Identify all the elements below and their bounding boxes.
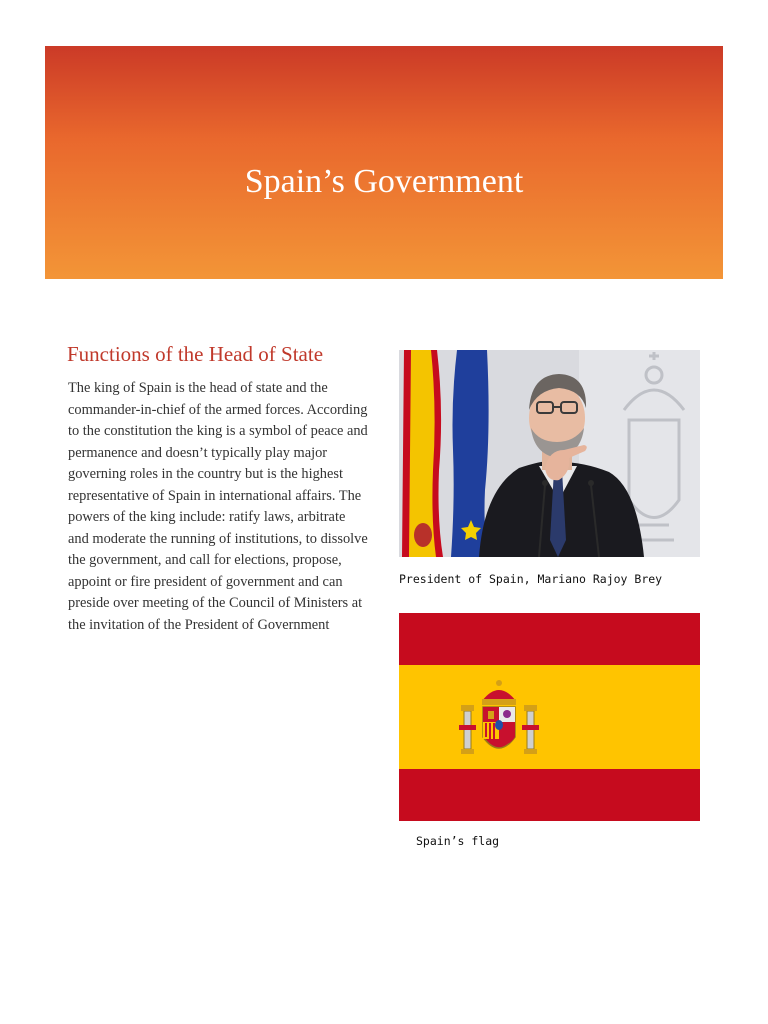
photo-caption: President of Spain, Mariano Rajoy Brey xyxy=(399,572,663,586)
flag-eu-pole xyxy=(451,350,489,557)
flag-stripe-middle xyxy=(399,665,700,769)
flag-spain-pole xyxy=(399,350,443,557)
president-photo xyxy=(399,350,700,557)
spain-flag-image xyxy=(399,613,700,821)
page-title: Spain’s Government xyxy=(244,163,524,200)
title-banner xyxy=(45,46,723,279)
body-paragraph: The king of Spain is the head of state and the commander-in-chief of the armed forces. According to the constitution the king is a symbol of peace and permanence and doesn’t typically play major governing roles in the country but is the highest representative of Spain in international affairs. The powers of the king include: ratify laws, arbitrate and moderate the running of institutions, to dissolve the government, and call for elections, propose, appoint or fire president of government and can preside over meeting of the Council of Ministers at the invitation of the President of Government xyxy=(68,380,368,633)
section-heading: Functions of the Head of State xyxy=(67,342,324,366)
flag-stripe-bottom xyxy=(399,769,700,821)
flag-caption: Spain’s flag xyxy=(416,834,500,848)
flag-stripe-top xyxy=(399,613,700,665)
